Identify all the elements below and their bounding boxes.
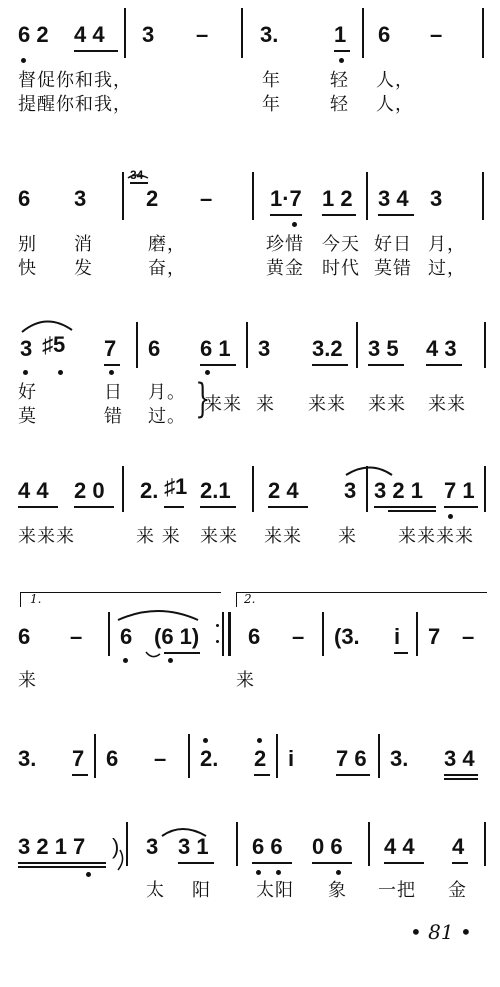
note: 7: [104, 336, 117, 361]
note: 3 1: [178, 834, 209, 859]
underline: [378, 214, 414, 216]
barline: [108, 612, 110, 656]
lyric: 阳: [192, 880, 211, 901]
dash: –: [462, 624, 475, 649]
lyric: 莫错: [374, 258, 412, 279]
note: 7: [428, 624, 441, 649]
lyric: 人，: [376, 70, 414, 91]
underline: [164, 506, 184, 508]
barline: [246, 322, 248, 368]
dot-low: [86, 872, 91, 877]
note: 3 4: [444, 746, 475, 771]
dot-low: [21, 58, 26, 63]
barline: [122, 172, 124, 220]
underline: [334, 50, 350, 52]
underline: [18, 862, 106, 864]
dot-low: [168, 658, 173, 663]
note: 4 4: [74, 22, 105, 47]
barline: [356, 322, 358, 368]
lyric: 今天: [322, 234, 360, 255]
note: 1: [334, 22, 347, 47]
barline: [122, 466, 124, 512]
lyric: 人，: [376, 94, 414, 115]
barline: [416, 612, 418, 656]
note: 3 2 1 7: [18, 834, 86, 859]
slur-row5-b: [146, 652, 160, 657]
dot-low: [448, 514, 453, 519]
lyric: 金: [448, 880, 467, 901]
lyric: 消: [74, 234, 93, 255]
lyric: 奋，: [148, 258, 186, 279]
note: 3 2 1: [374, 478, 423, 503]
dash: –: [292, 624, 305, 649]
underline: [252, 862, 292, 864]
lyric: 来: [256, 394, 275, 415]
underline: [72, 774, 88, 776]
note: 4 4: [18, 478, 49, 503]
dot-low: [276, 870, 281, 875]
barline: [241, 8, 243, 58]
underline: [200, 506, 236, 508]
lyric: 过，: [428, 258, 466, 279]
lyric: 错: [104, 406, 123, 427]
underline: [164, 652, 200, 654]
underline-double: [18, 866, 106, 868]
lyric: 轻: [330, 94, 349, 115]
page-number: • 81 •: [410, 920, 472, 944]
note: 6 6: [252, 834, 283, 859]
note: 3.: [390, 746, 409, 771]
barline: [484, 322, 486, 368]
note: 3.: [260, 22, 279, 47]
lyric: 莫: [18, 406, 37, 427]
barline: [368, 822, 370, 866]
dash: –: [196, 22, 209, 47]
lyric: 黄金: [266, 258, 304, 279]
barline: [236, 822, 238, 866]
lyric: 来: [236, 670, 255, 691]
lyric: 好日: [374, 234, 412, 255]
note: 2.1: [200, 478, 231, 503]
underline: [74, 506, 114, 508]
lyric: 月，: [428, 234, 466, 255]
underline: [312, 862, 352, 864]
slur-row5-a: [118, 611, 198, 620]
underline-double: [444, 778, 478, 780]
lyric: 提醒你和我，: [18, 94, 132, 115]
barline: [482, 8, 484, 58]
underline: [384, 862, 424, 864]
slur-row3: [22, 321, 72, 332]
lyric: 好: [18, 382, 37, 403]
lyric: 轻: [330, 70, 349, 91]
underline: [18, 506, 58, 508]
lyric: 快: [18, 258, 37, 279]
underline: [268, 506, 308, 508]
note: 6: [148, 336, 161, 361]
note: i: [394, 624, 401, 649]
note: 4 3: [426, 336, 457, 361]
lyric: 来来: [200, 526, 238, 547]
volta-1-bracket: [20, 592, 221, 607]
underline: [200, 364, 236, 366]
underline: [74, 50, 118, 52]
note: 6 2: [18, 22, 49, 47]
underline: [444, 506, 478, 508]
dot-low: [205, 370, 210, 375]
note: 3: [344, 478, 357, 503]
barline: [124, 8, 126, 58]
barline: [366, 466, 368, 512]
lyric: 来: [338, 526, 357, 547]
note: 7 6: [336, 746, 367, 771]
underline-double: [388, 510, 436, 512]
barline: [252, 172, 254, 220]
underline: [104, 364, 120, 366]
barline: [188, 734, 190, 778]
lyric: 年: [262, 70, 281, 91]
underline: [444, 774, 478, 776]
note: 3 5: [368, 336, 399, 361]
dot-low: [109, 370, 114, 375]
barline: [484, 466, 486, 512]
lyric: 来来: [204, 394, 242, 415]
dash: –: [430, 22, 443, 47]
note: 3 4: [378, 186, 409, 211]
lyric: 别: [18, 234, 37, 255]
lyric: 象: [328, 880, 347, 901]
lyric: 太阳: [256, 880, 294, 901]
note: 3.: [18, 746, 37, 771]
note: 2 0: [74, 478, 105, 503]
note: 0 6: [312, 834, 343, 859]
barline: [222, 612, 224, 656]
note: 7: [72, 746, 85, 771]
barline: [276, 734, 278, 778]
lyric: 督促你和我，: [18, 70, 132, 91]
underline: [374, 506, 436, 508]
lyric: 年: [262, 94, 281, 115]
dash: –: [200, 186, 213, 211]
barline: [366, 172, 368, 220]
note: 2.: [140, 478, 159, 503]
note: 1·7: [270, 186, 302, 211]
dot-low: [123, 658, 128, 663]
barline: [378, 734, 380, 778]
note: 2: [254, 746, 267, 771]
note-sharp: ♯1: [164, 474, 188, 499]
note: 2: [146, 186, 159, 211]
dot-high: [257, 738, 262, 743]
lyric: 珍惜: [266, 234, 304, 255]
barline: [136, 322, 138, 368]
volta-2-label: 2.: [244, 592, 256, 606]
lyric: 过。: [148, 406, 186, 427]
barline: [94, 734, 96, 778]
note: 6: [248, 624, 261, 649]
underline: [452, 862, 468, 864]
dot-low: [23, 370, 28, 375]
lyric: 发: [74, 258, 93, 279]
lyric: 来: [18, 670, 37, 691]
lyric: 一把: [378, 880, 416, 901]
note: (3.: [334, 624, 360, 649]
note: 6: [378, 22, 391, 47]
lyric: 月。: [148, 382, 186, 403]
lyric: 来来: [264, 526, 302, 547]
note: 6: [18, 186, 31, 211]
note: 6: [120, 624, 133, 649]
barline: [362, 8, 364, 58]
underline: [178, 862, 214, 864]
lyric: 来来来来: [398, 526, 474, 547]
paren-close: ): [112, 834, 120, 859]
lyric: 来来: [428, 394, 466, 415]
dot-low: [58, 370, 63, 375]
underline: [130, 182, 148, 184]
lyric: 太: [146, 880, 165, 901]
underline: [270, 214, 302, 216]
note: 3: [146, 834, 159, 859]
note: 4 4: [384, 834, 415, 859]
volta-1-label: 1.: [30, 592, 42, 606]
dot-low: [339, 58, 344, 63]
dash: –: [70, 624, 83, 649]
underline: [336, 774, 370, 776]
barline: [126, 822, 128, 866]
volta-2-bracket: [236, 592, 487, 607]
lyric: 时代: [322, 258, 360, 279]
repeat-dot: [216, 624, 219, 627]
lyric: 磨，: [148, 234, 186, 255]
dot-low: [336, 870, 341, 875]
brace: }: [195, 376, 211, 422]
underline: [368, 364, 404, 366]
slur-row4: [346, 468, 392, 476]
dash: –: [154, 746, 167, 771]
note: 7 1: [444, 478, 475, 503]
note-sharp: ♯5: [42, 332, 66, 357]
barline: [482, 172, 484, 220]
note: 3: [430, 186, 443, 211]
barline: [322, 612, 324, 656]
note: 2.: [200, 746, 219, 771]
lyric: 来来: [308, 394, 346, 415]
note: i: [288, 746, 295, 771]
note: 3: [258, 336, 271, 361]
dot-low: [256, 870, 261, 875]
dot-high: [203, 738, 208, 743]
barline: [252, 466, 254, 512]
grace-notes: 34: [130, 168, 144, 182]
note: 3: [142, 22, 155, 47]
lyric: 来来: [368, 394, 406, 415]
barline-repeat: [228, 612, 231, 656]
note: 3: [74, 186, 87, 211]
note: 2 4: [268, 478, 299, 503]
underline: [426, 364, 462, 366]
barline: [484, 822, 486, 866]
note: 1 2: [322, 186, 353, 211]
note: 6: [18, 624, 31, 649]
note-grace: (6 1): [154, 624, 200, 649]
note: 6 1: [200, 336, 231, 361]
repeat-dot: [216, 640, 219, 643]
underline: [322, 214, 356, 216]
lyric: 来来来: [18, 526, 75, 547]
note: 3.2: [312, 336, 343, 361]
note: 4: [452, 834, 465, 859]
note: 6: [106, 746, 119, 771]
underline: [394, 652, 408, 654]
dot-low: [292, 222, 297, 227]
note: 3: [20, 336, 33, 361]
underline: [312, 364, 348, 366]
underline: [254, 774, 270, 776]
lyric: 日: [104, 382, 123, 403]
lyric: 来 来: [136, 526, 181, 547]
